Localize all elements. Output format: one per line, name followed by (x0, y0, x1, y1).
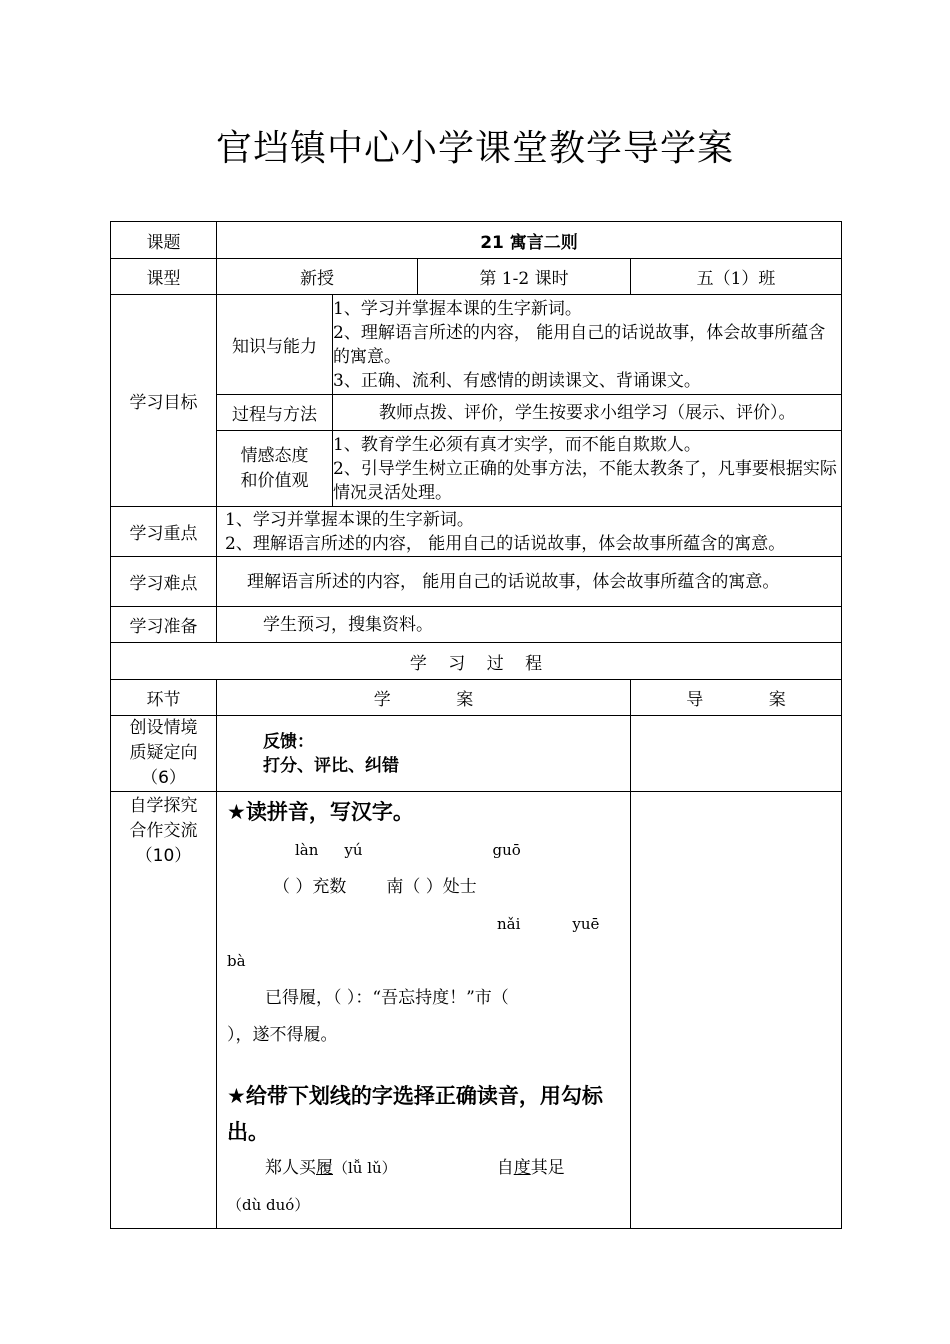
stage2-label-line: 合作交流 (129, 821, 198, 841)
lesson-plan-table (110, 221, 842, 1229)
goals-label: 学习目标 (111, 295, 217, 507)
stage1-label-line: 创设情境 (129, 718, 198, 738)
prep-content: 学生预习，搜集资料。 (217, 607, 842, 643)
pinyin: bà (227, 952, 246, 970)
blank-row-1 (227, 869, 622, 906)
emotion-line: 1、教育学生必须有真才实学，而不能自欺欺人。 (333, 434, 701, 455)
pinyin-row-3 (227, 943, 622, 980)
emotion-label (217, 431, 333, 507)
pinyin: nǎi (497, 915, 521, 933)
blank-row-2: 已得履，（ ）：“吾忘持度！”市（ (265, 988, 509, 1008)
key-line: 2、理解语言所述的内容， 能用自己的话说故事，体会故事所蕴含的寓意。 (225, 533, 786, 554)
stage2-content (217, 792, 631, 1229)
blank-row-3: ），遂不得履。 (227, 1025, 338, 1045)
difficulty-label: 学习难点 (111, 557, 217, 607)
reading-row-2: （dù duó） (227, 1196, 310, 1214)
key-line: 1、学习并掌握本课的生字新词。 (225, 509, 474, 530)
underlined-char: 度 (513, 1158, 531, 1178)
blank-text: （ ）充数 (273, 877, 347, 897)
underlined-char: 履 (316, 1158, 333, 1178)
process-label: 过程与方法 (217, 395, 333, 431)
type-label: 课型 (111, 259, 217, 295)
process-header: 学 习 过 程 (111, 643, 842, 680)
stage2-guide (631, 792, 842, 1229)
stage1-label-line: （6） (141, 768, 186, 788)
stage1-guide (631, 716, 842, 792)
pinyin: guō (492, 841, 521, 859)
stage1-content (217, 716, 631, 792)
period-value: 第 1-2 课时 (418, 259, 631, 295)
emotion-label-line: 情感态度 (240, 445, 309, 466)
stage2-label (111, 792, 217, 1229)
stage2-label-line: 自学探究 (129, 796, 198, 816)
prep-label: 学习准备 (111, 607, 217, 643)
reading-text: 其足 (530, 1158, 565, 1178)
reading-text: 自 (496, 1158, 514, 1178)
emotion-content (333, 431, 842, 507)
reading-text: 郑人买 (265, 1158, 316, 1178)
knowledge-content (333, 295, 842, 395)
knowledge-line: 1、学习并掌握本课的生字新词。 (333, 298, 582, 319)
type-value: 新授 (217, 259, 418, 295)
pinyin-task-heading: ★读拼音，写汉字。 (227, 800, 414, 824)
knowledge-label: 知识与能力 (217, 295, 333, 395)
pinyin-row-2 (227, 906, 622, 943)
class-value: 五（1）班 (631, 259, 842, 295)
reading-task-heading: ★给带下划线的字选择正确读音，用勾标出。 (227, 1084, 603, 1144)
reading-row-1 (227, 1150, 622, 1187)
knowledge-line: 3、正确、流利、有感情的朗读课文、背诵课文。 (333, 370, 701, 391)
emotion-line: 2、引导学生树立正确的处事方法，不能太教条了，凡事要根据实际情况灵活处理。 (333, 458, 837, 503)
topic-value: 21 寓言二则 (217, 222, 842, 259)
pinyin: yú (344, 841, 363, 859)
emotion-label-line: 和价值观 (240, 470, 309, 491)
col-study-header: 学 案 (217, 680, 631, 716)
key-label: 学习重点 (111, 507, 217, 557)
process-content: 教师点拨、评价，学生按要求小组学习（展示、评价）。 (333, 395, 842, 431)
col-stage-header: 环节 (111, 680, 217, 716)
blank-text: 南（ ）处士 (386, 877, 477, 897)
stage1-line: 反馈： (263, 731, 314, 752)
pinyin: làn (295, 841, 319, 859)
pinyin-row-1 (227, 832, 622, 869)
stage1-line: 打分、评比、纠错 (263, 755, 399, 776)
difficulty-content: 理解语言所述的内容， 能用自己的话说故事，体会故事所蕴含的寓意。 (217, 557, 842, 607)
col-guide-header: 导 案 (631, 680, 842, 716)
topic-label: 课题 (111, 222, 217, 259)
stage1-label-line: 质疑定向 (129, 743, 198, 763)
stage2-label-line: （10） (135, 846, 192, 866)
page-title: 官垱镇中心小学课堂教学导学案 (215, 128, 734, 169)
knowledge-line: 2、理解语言所述的内容， 能用自己的话说故事，体会故事所蕴含的寓意。 (333, 322, 826, 367)
key-content (217, 507, 842, 557)
stage1-label (111, 716, 217, 792)
reading-options: （lǚ lǔ） (333, 1159, 397, 1177)
pinyin: yuē (572, 915, 600, 933)
